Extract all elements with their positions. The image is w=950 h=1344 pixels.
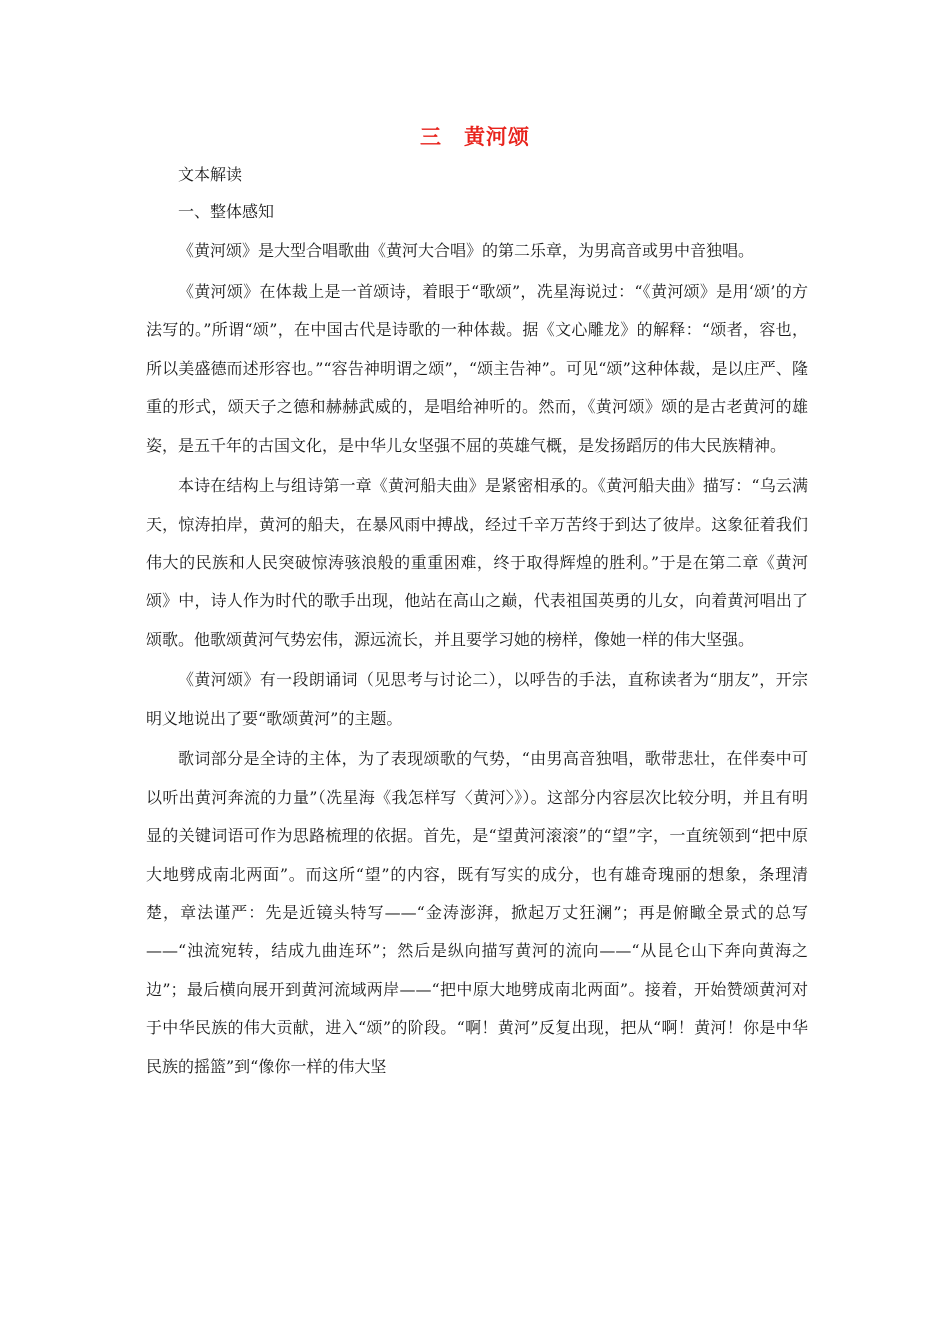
paragraph-3: 本诗在结构上与组诗第一章《黄河船夫曲》是紧密相承的。《黄河船夫曲》描写：“乌云满天，惊涛拍岸，黄河的船夫，在暴风雨中搏战，经过千辛万苦终于到达了彼岸。这象征着我们伟大的民族和人民突破惊涛骇浪般的重重困难，终于取得辉煌的胜利。”于是在第二章《黄河颂》中，诗人作为时代的歌手出现，他站在高山之巅，代表祖国英勇的儿女，向着黄河唱出了颂歌。他歌颂黄河气势宏伟，源远流长，并且要学习她的榜样，像她一样的伟大坚强。	[146, 476, 808, 649]
paragraph-5: 歌词部分是全诗的主体，为了表现颂歌的气势，“由男高音独唱，歌带悲壮，在伴奏中可以听出黄河奔流的力量”（冼星海《我怎样写〈黄河〉》）。这部分内容层次比较分明，并且有明显的关键词语可作为思路梳理的依据。首先，是“望黄河滚滚”的“望”字，一直统领到“把中原大地劈成南北两面”。而这所“望”的内容，既有写实的成分，也有雄奇瑰丽的想象，条理清楚，章法谨严：先是近镜头特写——“金涛澎湃，掀起万丈狂澜”；再是俯瞰全景式的总写——“浊流宛转，结成九曲连环”；然后是纵向描写黄河的流向——“从昆仑山下奔向黄海之边”；最后横向展开到黄河流域两岸——“把中原大地劈成南北两面”。接着，开始赞颂黄河对于中华民族的伟大贡献，进入“颂”的阶段。“啊！黄河”反复出现，把从“啊！黄河！你是中华民族的摇篮”到“像你一样的伟大坚	[146, 749, 808, 1076]
paragraph-2: 《黄河颂》在体裁上是一首颂诗，着眼于“歌颂”，冼星海说过：“《黄河颂》是用‘颂’的方法写的。”所谓“颂”，在中国古代是诗歌的一种体裁。据《文心雕龙》的解释：“颂者，容也，所以美盛德而述形容也。”“容告神明谓之颂”，“颂主告神”。可见“颂”这种体裁，是以庄严、隆重的形式，颂天子之德和赫赫武威的，是唱给神听的。然而，《黄河颂》颂的是古老黄河的雄姿，是五千年的古国文化，是中华儿女坚强不屈的英雄气概，是发扬蹈厉的伟大民族精神。	[146, 281, 808, 455]
section-heading: 文本解读	[178, 165, 243, 184]
title-number: 三	[420, 124, 442, 149]
paragraph-4: 《黄河颂》有一段朗诵词（见思考与讨论二），以呼告的手法，直称读者为“朋友”，开宗明义地说出了要“歌颂黄河”的主题。	[146, 670, 808, 728]
paragraph-1: 《黄河颂》是大型合唱歌曲《黄河大合唱》的第二乐章，为男高音或男中音独唱。	[178, 241, 755, 261]
subsection-heading: 一、整体感知	[178, 202, 275, 222]
page-title	[0, 122, 950, 152]
document-body	[146, 158, 808, 1088]
title-text: 黄河颂	[464, 124, 530, 149]
